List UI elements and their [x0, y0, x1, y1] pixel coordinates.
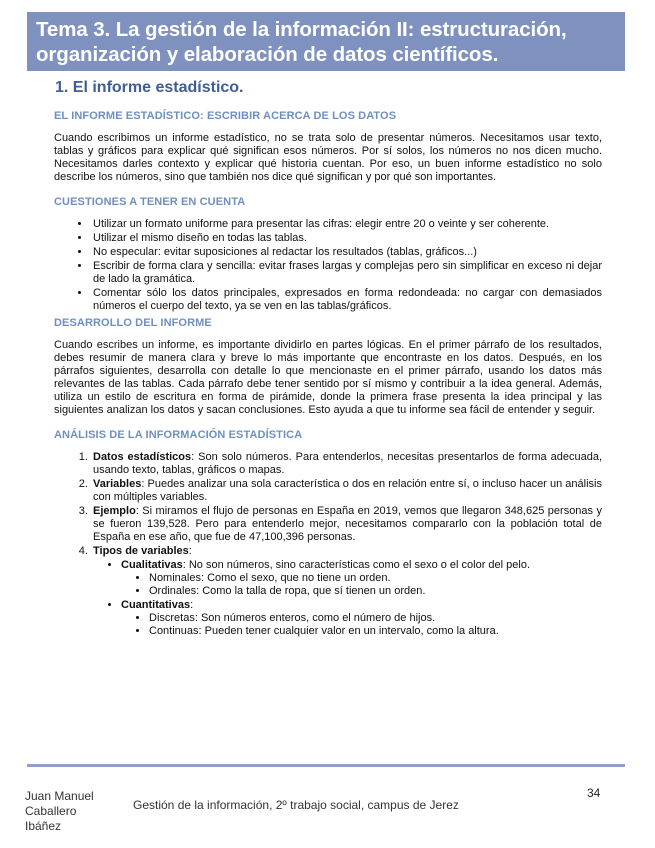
analisis-list	[54, 451, 602, 638]
list-item: • Utilizar un formato uniforme para presentar las cifras: elegir entre 20 o veinte y ser coherente.	[91, 218, 602, 231]
term-cualitativas: Cualitativas	[121, 559, 183, 571]
paragraph-informe: Cuando escribimos un informe estadístico, no se trata solo de presentar números. Necesitamos usar texto, tablas y gráficos para explicar qué significan esos números. Por sí solos, los números no nos dicen mucho. Necesitamos darles contexto y explicar qué historia cuentan. Por eso, un buen informe estadístico no solo describe los números, sino que también nos dice qué significan y por qué son importantes.	[54, 132, 602, 183]
paragraph-desarrollo: Cuando escribes un informe, es importante dividirlo en partes lógicas. En el primer párrafo de los resultados, debes resumir de manera clara y breve lo más importante que encontraste en los datos. Después, en los párrafos siguientes, desarrolla con detalle lo que mencionaste en el primer párrafo, usando los datos más relevantes de las tablas. Cada párrafo debe tener sentido por sí mismo y contribuir a la idea general. Además, utiliza un estilo de escritura en forma de pirámide, donde la primera frase presenta la idea principal y las siguientes analizan los datos y sacan conclusiones. Esto ayuda a que tu informe sea fácil de entender y seguir.	[54, 339, 602, 416]
list-item: • Continuas: Pueden tener cualquier valor en un intervalo, como la altura.	[149, 625, 602, 638]
title-line-1: Tema 3. La gestión de la información II: estructuración,	[36, 18, 567, 41]
page-number: 34	[587, 786, 601, 800]
section-heading: 1. El informe estadístico.	[55, 79, 244, 96]
term-datos: Datos estadísticos	[93, 451, 192, 463]
title-line-2: organización y elaboración de datos científicos.	[36, 43, 499, 66]
variable-types-list	[93, 559, 602, 638]
subheading-cuestiones: CUESTIONES A TENER EN CUENTA	[54, 196, 246, 208]
footer-author: Juan Manuel Caballero Ibáñez	[25, 789, 94, 833]
list-item: • Nominales: Como el sexo, que no tiene un orden.	[149, 572, 602, 585]
subheading-desarrollo: DESARROLLO DEL INFORME	[54, 317, 212, 329]
list-item: • Cuantitativas: • Discretas: Son números enteros, como el número de hijos. • Continuas: Pueden tener cualquier valor en un intervalo, como la altura.	[121, 599, 602, 638]
quantitative-subtypes	[121, 612, 602, 638]
term-variables: Variables	[93, 478, 142, 490]
list-item: • Cualitativas: No son números, sino características como el sexo o el color del pelo. • Nominales: Como el sexo, que no tiene un orden. • Ordinales: Como la talla de ropa, que sí tienen un orden.	[121, 559, 602, 598]
footer-divider	[27, 764, 625, 767]
list-item: 4. Tipos de variables: • Cualitativas: No son números, sino características como el sexo o el color del pelo. • Nominales: Como el sexo, que no tiene un orden. • Ordinales: Como la talla de ropa, que sí tienen un orden. • Cuantitativas: • Discretas: Son números enteros, como el número de hijos. • Continuas: Pueden tener cualquier valor en un intervalo, como la altura.	[91, 545, 602, 638]
term-cuantitativas: Cuantitativas	[121, 599, 191, 611]
term-tipos: Tipos de variables	[93, 545, 189, 557]
list-item: • Discretas: Son números enteros, como el número de hijos.	[149, 612, 602, 625]
document-title	[27, 12, 625, 71]
list-item: • Utilizar el mismo diseño en todas las tablas.	[91, 232, 602, 245]
qualitative-subtypes	[121, 572, 602, 598]
list-item: • Ordinales: Como la talla de ropa, que sí tienen un orden.	[149, 585, 602, 598]
list-item: • Escribir de forma clara y sencilla: evitar frases largas y complejas pero sin simplificar en exceso ni dejar de lado la gramática.	[91, 260, 602, 286]
list-item: 3. Ejemplo: Si miramos el flujo de personas en España en 2019, vemos que llegaron 348,625 personas y se fueron 139,528. Pero para entenderlo mejor, necesitamos compararlo con la población total de España en ese año, que fue de 47,100,396 personas.	[91, 505, 602, 544]
cuestiones-list	[54, 218, 602, 313]
term-ejemplo: Ejemplo	[93, 505, 136, 517]
footer-text: Gestión de la información, 2º trabajo social, campus de Jerez	[133, 798, 459, 812]
list-item: 1. Datos estadísticos: Son solo números. Para entenderlos, necesitas presentarlos de forma adecuada, usando texto, tablas, gráficos o mapas.	[91, 451, 602, 477]
list-item: • Comentar sólo los datos principales, expresados en forma redondeada: no cargar con demasiados números el cuerpo del texto, ya se ven en las tablas/gráficos.	[91, 287, 602, 313]
list-item: 2. Variables: Puedes analizar una sola característica o dos en relación entre sí, o incluso hacer un análisis con múltiples variables.	[91, 478, 602, 504]
list-item: • No especular: evitar suposiciones al redactar los resultados (tablas, gráficos...)	[91, 246, 602, 259]
subheading-analisis: ANÁLISIS DE LA INFORMACIÓN ESTADÍSTICA	[54, 429, 303, 441]
subheading-informe: EL INFORME ESTADÍSTICO: ESCRIBIR ACERCA DE LOS DATOS	[54, 110, 397, 122]
page-content	[54, 110, 602, 639]
